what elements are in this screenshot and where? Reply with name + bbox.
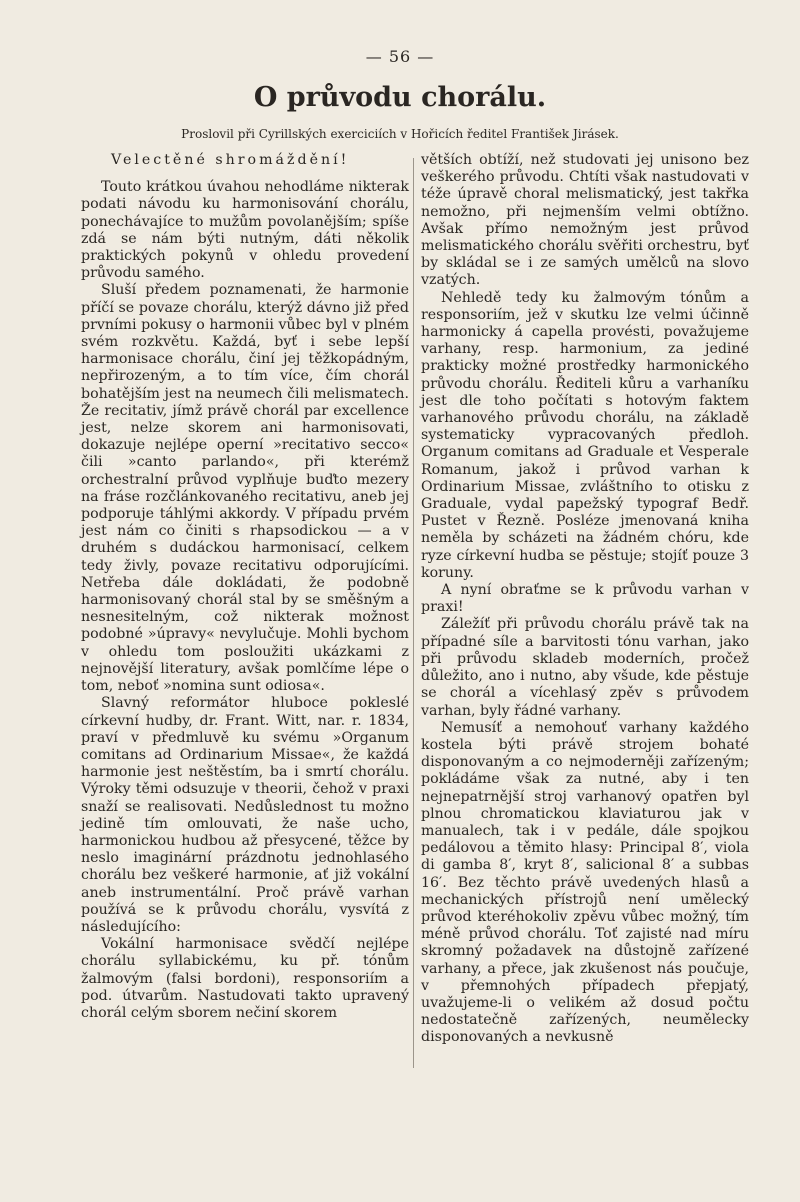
column-divider	[413, 158, 414, 1068]
paragraph: Záležíť při průvodu chorálu právě tak na případné síle a barvitosti tónu varhan, jako při průvodu skladeb moderních, pročež důležito, ano i nutno, aby všude, kde pěstuje se chorál a vícehlasý zpěv s průvodem varhan, byly řádné varhany.	[421, 616, 749, 719]
paragraph: Touto krátkou úvahou nehodláme nikterak podati návodu ku harmonisování chorálu, ponechávajíce to mužům povolanějším; spíše zdá se nám býti nutným, dáti několik praktických pokynů v ohledu provedení průvodu samého.	[81, 179, 409, 282]
salutation: Velectěné shromáždění!	[111, 152, 350, 168]
paragraph: Nehledě tedy ku žalmovým tónům a responsoriím, jež v skutku lze velmi účinně harmonicky á capella provésti, považujeme varhany, resp. harmonium, za jediné prakticky možné prostředky harmonického průvodu chorálu. Řediteli kůru a varhaníku jest dle toho počítati s hotovým faktem varhanového průvodu chorálu, na základě systematicky vypracovaných předloh. Organum comitans ad Graduale et Vesperale Romanum, jakož i průvod varhan k Ordinarium Missae, zvláštního to otisku z Graduale, vydal papežský typograf Bedř. Pustet v Řezně. Posléze jmenovaná kniha neměla by scházeti na žádném chóru, kde ryze církevní hudba se pěstuje; stojíť pouze 3 koruny.	[421, 289, 749, 581]
paragraph: A nyní obraťme se k průvodu varhan v praxi!	[421, 582, 749, 616]
article-title: O průvodu chorálu.	[253, 82, 547, 113]
paragraph: Slavný reformátor hluboce pokleslé církevní hudby, dr. Frant. Witt, nar. r. 1834, praví v předmluvě ku svému »Organum comitans ad Ordinarium Missae«, že každá harmonie jest neštěstím, ba i smrtí chorálu. Výroky těmi odsuzuje v theorii, čehož v praxi snaží se realisovati. Nedůslednost tu možno jedině tím omlouvati, že naše ucho, harmonickou hudbou až přesycené, těžce by neslo imaginární prázdnotu jednohlasého chorálu bez veškeré harmonie, ať již vokální aneb instrumentální. Proč právě varhan používá se k průvodu chorálu, vysvítá z následujícího:	[81, 695, 409, 935]
paragraph: Nemusíť a nemohouť varhany každého kostela býti právě strojem bohaté disponovaným a co nejmoderněji zařízeným; pokládáme však za nutné, aby i ten nejnepatrnější stroj varhanový opatřen byl plnou chromatickou klaviaturou jak v manualech, tak i v pedále, dále spojkou pedálovou a těmito hlasy: Principal 8′, viola di gamba 8′, kryt 8′, salicional 8′ a subbas 16′. Bez těchto právě uvedených hlasů a mechanických přístrojů není umělecký průvod kteréhokoliv zpěvu vůbec možný, tím méně průvod chorálu. Toť zajisté nad míru skromný požadavek na důstojně zařízené varhany, a přece, jak zkušenost nás poučuje, v přemnohých případech přepjatý, uvažujeme-li o velikém až dosud počtu nedostatečně zařízených, neumělecky disponovaných a nevkusně	[421, 719, 749, 1046]
paragraph: Vokální harmonisace svědčí nejlépe chorálu syllabickému, ku př. tónům žalmovým (falsi bordoni), responsoriím a pod. útvarům. Nastudovati takto upravený chorál celým sborem nečiní skorem	[81, 936, 409, 1021]
article-subtitle: Proslovil při Cyrillských exerciciích v Hořicích ředitel František Jirásek.	[181, 127, 619, 141]
page-number: — 56 —	[365, 47, 435, 66]
paragraph: Sluší předem poznamenati, že harmonie příčí se povaze chorálu, kterýž dávno již před prvními pokusy o harmonii vůbec byl v plném svém rozkvětu. Každá, byť i sebe lepší harmonisace chorálu, činí jej těžkopádným, nepřirozeným, a to tím více, čím chorál bohatějším jest na neumech čili melismatech. Že recitativ, jímž právě chorál par excellence jest, nelze skorem ani harmonisovati, dokazuje nejlépe operní »recitativo secco« čili »canto parlando«, při kterémž orchestralní průvod vyplňuje buďto mezery na fráse rozčlánkovaného recitativu, aneb jej podporuje táhlými akkordy. V případu prvém jest nám co činiti s rhapsodickou — a v druhém s dudáckou harmonisací, celkem tedy živly, povaze recitativu odporujícími. Netřeba dále dokládati, že podobně harmonisovaný chorál stal by se směšným a nesnesitelným, což nikterak možnost podobné »úpravy« nevylučuje. Mohli bychom v ohledu tom posloužiti ukázkami z nejnovější literatury, avšak pomlčíme lépe o tom, neboť »nomina sunt odiosa«.	[81, 282, 409, 695]
paragraph: větších obtíží, než studovati jej unisono bez veškerého průvodu. Chtíti však nastudovati v téže úpravě choral melismatický, jest takřka nemožno, při nejmenším velmi obtížno. Avšak přímo nemožným jest průvod melismatického chorálu svěřiti orchestru, byť by skládal se i ze samých umělců na slovo vzatých.	[421, 152, 749, 289]
left-column	[81, 152, 409, 1022]
right-column	[421, 152, 749, 1047]
